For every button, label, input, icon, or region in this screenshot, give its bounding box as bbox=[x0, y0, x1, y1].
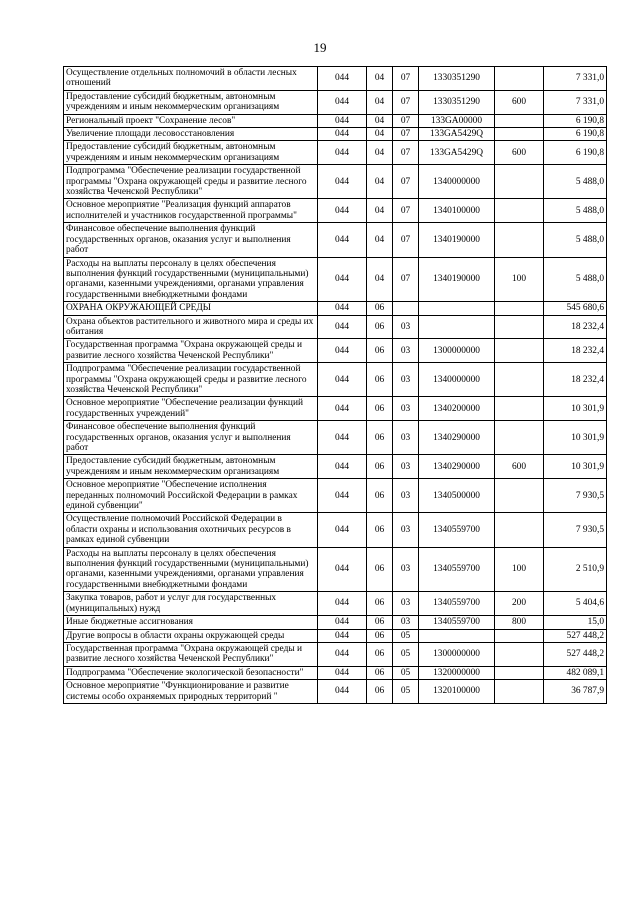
row-expense-type bbox=[495, 165, 544, 199]
row-subsection-code: 03 bbox=[393, 479, 419, 513]
row-section-code: 04 bbox=[367, 128, 393, 141]
row-subsection-code: 07 bbox=[393, 128, 419, 141]
row-section-code: 06 bbox=[367, 339, 393, 363]
table-row bbox=[64, 90, 607, 114]
row-target-article: 1340559700 bbox=[419, 547, 495, 592]
row-section-code: 04 bbox=[367, 114, 393, 127]
row-amount: 10 301,9 bbox=[544, 397, 607, 421]
row-expense-type bbox=[495, 67, 544, 91]
row-amount: 545 680,6 bbox=[544, 302, 607, 315]
row-admin-code: 044 bbox=[318, 455, 367, 479]
row-admin-code: 044 bbox=[318, 513, 367, 547]
row-target-article: 1330351290 bbox=[419, 67, 495, 91]
row-subsection-code bbox=[393, 302, 419, 315]
row-admin-code: 044 bbox=[318, 90, 367, 114]
row-admin-code: 044 bbox=[318, 680, 367, 704]
row-name: Предоставление субсидий бюджетным, автономным учреждениям и иным некоммерческим организациям bbox=[64, 90, 318, 114]
row-amount: 5 404,6 bbox=[544, 592, 607, 616]
row-admin-code: 044 bbox=[318, 616, 367, 629]
table-row bbox=[64, 547, 607, 592]
row-admin-code: 044 bbox=[318, 141, 367, 165]
row-target-article: 1340190000 bbox=[419, 223, 495, 257]
table-row bbox=[64, 680, 607, 704]
row-subsection-code: 03 bbox=[393, 315, 419, 339]
row-expense-type: 600 bbox=[495, 141, 544, 165]
row-admin-code: 044 bbox=[318, 67, 367, 91]
row-expense-type bbox=[495, 128, 544, 141]
row-target-article: 1340559700 bbox=[419, 616, 495, 629]
row-name: Региональный проект "Сохранение лесов" bbox=[64, 114, 318, 127]
row-name: Государственная программа "Охрана окружающей среды и развитие лесного хозяйства Чеченской Республики" bbox=[64, 642, 318, 666]
row-amount: 6 190,8 bbox=[544, 128, 607, 141]
row-subsection-code: 03 bbox=[393, 363, 419, 397]
row-expense-type bbox=[495, 680, 544, 704]
row-subsection-code: 03 bbox=[393, 547, 419, 592]
table-row bbox=[64, 67, 607, 91]
row-section-code: 06 bbox=[367, 629, 393, 642]
row-amount: 7 331,0 bbox=[544, 67, 607, 91]
row-subsection-code: 05 bbox=[393, 666, 419, 679]
table-row bbox=[64, 616, 607, 629]
row-admin-code: 044 bbox=[318, 397, 367, 421]
row-target-article: 133GA5429Q bbox=[419, 128, 495, 141]
row-expense-type bbox=[495, 666, 544, 679]
row-section-code: 04 bbox=[367, 199, 393, 223]
row-expense-type bbox=[495, 223, 544, 257]
row-amount: 6 190,8 bbox=[544, 141, 607, 165]
table-row bbox=[64, 339, 607, 363]
row-expense-type bbox=[495, 363, 544, 397]
row-target-article: 1300000000 bbox=[419, 339, 495, 363]
row-admin-code: 044 bbox=[318, 479, 367, 513]
row-amount: 36 787,9 bbox=[544, 680, 607, 704]
row-amount: 7 930,5 bbox=[544, 513, 607, 547]
row-name: Государственная программа "Охрана окружающей среды и развитие лесного хозяйства Чеченской Республики" bbox=[64, 339, 318, 363]
row-target-article: 1340559700 bbox=[419, 513, 495, 547]
row-name: Расходы на выплаты персоналу в целях обеспечения выполнения функций государственными (муниципальными) органами, казенными учреждениями, органами управления государственными внебюджетными фондами bbox=[64, 257, 318, 302]
row-expense-type bbox=[495, 339, 544, 363]
table-row bbox=[64, 455, 607, 479]
row-name: Осуществление полномочий Российской Федерации в области охраны и использования охотничьих ресурсов в рамках единой субвенции bbox=[64, 513, 318, 547]
row-name: Основное мероприятие "Обеспечение исполнения переданных полномочий Российской Федерации в рамках единой субвенции" bbox=[64, 479, 318, 513]
row-target-article: 1340290000 bbox=[419, 455, 495, 479]
row-target-article: 1320100000 bbox=[419, 680, 495, 704]
row-amount: 18 232,4 bbox=[544, 363, 607, 397]
row-name: Другие вопросы в области охраны окружающей среды bbox=[64, 629, 318, 642]
row-section-code: 06 bbox=[367, 315, 393, 339]
row-section-code: 04 bbox=[367, 67, 393, 91]
row-admin-code: 044 bbox=[318, 642, 367, 666]
row-target-article: 1340290000 bbox=[419, 421, 495, 455]
row-amount: 2 510,9 bbox=[544, 547, 607, 592]
row-expense-type bbox=[495, 302, 544, 315]
table-row bbox=[64, 128, 607, 141]
row-target-article: 1330351290 bbox=[419, 90, 495, 114]
row-subsection-code: 05 bbox=[393, 629, 419, 642]
row-expense-type bbox=[495, 479, 544, 513]
row-target-article: 133GA5429Q bbox=[419, 141, 495, 165]
row-expense-type bbox=[495, 513, 544, 547]
row-admin-code: 044 bbox=[318, 666, 367, 679]
row-name: Основное мероприятие "Функционирование и развитие системы особо охраняемых природных территорий " bbox=[64, 680, 318, 704]
row-section-code: 06 bbox=[367, 421, 393, 455]
row-admin-code: 044 bbox=[318, 257, 367, 302]
row-admin-code: 044 bbox=[318, 629, 367, 642]
row-subsection-code: 07 bbox=[393, 223, 419, 257]
table-row bbox=[64, 165, 607, 199]
row-amount: 527 448,2 bbox=[544, 629, 607, 642]
budget-table bbox=[63, 66, 607, 704]
row-target-article: 133GA00000 bbox=[419, 114, 495, 127]
row-section-code: 06 bbox=[367, 479, 393, 513]
row-amount: 5 488,0 bbox=[544, 257, 607, 302]
table-row bbox=[64, 629, 607, 642]
table-row bbox=[64, 363, 607, 397]
row-amount: 482 089,1 bbox=[544, 666, 607, 679]
row-amount: 527 448,2 bbox=[544, 642, 607, 666]
row-target-article: 1300000000 bbox=[419, 642, 495, 666]
row-target-article: 1340100000 bbox=[419, 199, 495, 223]
row-expense-type: 600 bbox=[495, 90, 544, 114]
row-name: Финансовое обеспечение выполнения функций государственных органов, оказания услуг и выполнения работ bbox=[64, 223, 318, 257]
row-name: Предоставление субсидий бюджетным, автономным учреждениям и иным некоммерческим организациям bbox=[64, 455, 318, 479]
row-target-article: 1320000000 bbox=[419, 666, 495, 679]
row-admin-code: 044 bbox=[318, 339, 367, 363]
row-section-code: 06 bbox=[367, 592, 393, 616]
row-name: Увеличение площади лесовосстановления bbox=[64, 128, 318, 141]
row-admin-code: 044 bbox=[318, 315, 367, 339]
row-admin-code: 044 bbox=[318, 302, 367, 315]
table-row bbox=[64, 479, 607, 513]
row-expense-type: 100 bbox=[495, 547, 544, 592]
row-name: Осуществление отдельных полномочий в области лесных отношений bbox=[64, 67, 318, 91]
row-admin-code: 044 bbox=[318, 421, 367, 455]
row-expense-type: 200 bbox=[495, 592, 544, 616]
row-admin-code: 044 bbox=[318, 199, 367, 223]
row-expense-type bbox=[495, 199, 544, 223]
table-row bbox=[64, 642, 607, 666]
row-subsection-code: 03 bbox=[393, 513, 419, 547]
table-row bbox=[64, 592, 607, 616]
table-row bbox=[64, 513, 607, 547]
row-name: Иные бюджетные ассигнования bbox=[64, 616, 318, 629]
row-name: Закупка товаров, работ и услуг для государственных (муниципальных) нужд bbox=[64, 592, 318, 616]
table-row bbox=[64, 114, 607, 127]
row-name: Расходы на выплаты персоналу в целях обеспечения выполнения функций государственными (муниципальными) органами, казенными учреждениями, органами управления государственными внебюджетными фондами bbox=[64, 547, 318, 592]
row-section-code: 06 bbox=[367, 680, 393, 704]
row-subsection-code: 03 bbox=[393, 339, 419, 363]
row-admin-code: 044 bbox=[318, 128, 367, 141]
row-subsection-code: 07 bbox=[393, 165, 419, 199]
table-row bbox=[64, 257, 607, 302]
row-section-code: 06 bbox=[367, 666, 393, 679]
row-amount: 18 232,4 bbox=[544, 339, 607, 363]
row-target-article: 1340000000 bbox=[419, 363, 495, 397]
row-name: Подпрограмма "Обеспечение экологической безопасности" bbox=[64, 666, 318, 679]
row-name: ОХРАНА ОКРУЖАЮЩЕЙ СРЕДЫ bbox=[64, 302, 318, 315]
row-section-code: 06 bbox=[367, 455, 393, 479]
row-subsection-code: 05 bbox=[393, 642, 419, 666]
row-name: Предоставление субсидий бюджетным, автономным учреждениям и иным некоммерческим организациям bbox=[64, 141, 318, 165]
row-expense-type bbox=[495, 315, 544, 339]
row-amount: 18 232,4 bbox=[544, 315, 607, 339]
row-name: Охрана объектов растительного и животного мира и среды их обитания bbox=[64, 315, 318, 339]
row-target-article: 1340190000 bbox=[419, 257, 495, 302]
row-name: Подпрограмма "Обеспечение реализации государственной программы "Охрана окружающей среды и развитие лесного хозяйства Чеченской Республики" bbox=[64, 165, 318, 199]
row-target-article: 1340500000 bbox=[419, 479, 495, 513]
row-admin-code: 044 bbox=[318, 114, 367, 127]
row-amount: 15,0 bbox=[544, 616, 607, 629]
row-target-article bbox=[419, 302, 495, 315]
row-name: Основное мероприятие "Реализация функций аппаратов исполнителей и участников государственной программы" bbox=[64, 199, 318, 223]
row-expense-type bbox=[495, 421, 544, 455]
row-subsection-code: 07 bbox=[393, 90, 419, 114]
row-section-code: 06 bbox=[367, 363, 393, 397]
row-admin-code: 044 bbox=[318, 592, 367, 616]
row-name: Подпрограмма "Обеспечение реализации государственной программы "Охрана окружающей среды и развитие лесного хозяйства Чеченской Республики" bbox=[64, 363, 318, 397]
table-row bbox=[64, 199, 607, 223]
row-subsection-code: 05 bbox=[393, 680, 419, 704]
row-section-code: 04 bbox=[367, 165, 393, 199]
row-target-article: 1340000000 bbox=[419, 165, 495, 199]
row-admin-code: 044 bbox=[318, 363, 367, 397]
row-section-code: 04 bbox=[367, 223, 393, 257]
row-target-article bbox=[419, 629, 495, 642]
row-admin-code: 044 bbox=[318, 223, 367, 257]
table-row bbox=[64, 223, 607, 257]
row-section-code: 06 bbox=[367, 616, 393, 629]
row-section-code: 06 bbox=[367, 397, 393, 421]
row-subsection-code: 07 bbox=[393, 67, 419, 91]
row-amount: 5 488,0 bbox=[544, 165, 607, 199]
row-section-code: 04 bbox=[367, 141, 393, 165]
row-target-article bbox=[419, 315, 495, 339]
row-expense-type bbox=[495, 397, 544, 421]
row-admin-code: 044 bbox=[318, 547, 367, 592]
row-amount: 5 488,0 bbox=[544, 199, 607, 223]
row-expense-type bbox=[495, 629, 544, 642]
row-expense-type bbox=[495, 114, 544, 127]
row-admin-code: 044 bbox=[318, 165, 367, 199]
row-amount: 10 301,9 bbox=[544, 421, 607, 455]
row-target-article: 1340559700 bbox=[419, 592, 495, 616]
table-row bbox=[64, 397, 607, 421]
page-number: 19 bbox=[313, 40, 327, 55]
table-row bbox=[64, 666, 607, 679]
table-row bbox=[64, 302, 607, 315]
row-subsection-code: 03 bbox=[393, 421, 419, 455]
row-expense-type: 600 bbox=[495, 455, 544, 479]
row-amount: 5 488,0 bbox=[544, 223, 607, 257]
row-expense-type: 800 bbox=[495, 616, 544, 629]
row-subsection-code: 07 bbox=[393, 114, 419, 127]
row-expense-type bbox=[495, 642, 544, 666]
row-name: Основное мероприятие "Обеспечение реализации функций государственных учреждений" bbox=[64, 397, 318, 421]
table-row bbox=[64, 315, 607, 339]
row-subsection-code: 07 bbox=[393, 141, 419, 165]
row-subsection-code: 03 bbox=[393, 616, 419, 629]
table-row bbox=[64, 141, 607, 165]
row-amount: 6 190,8 bbox=[544, 114, 607, 127]
row-section-code: 06 bbox=[367, 302, 393, 315]
row-subsection-code: 03 bbox=[393, 455, 419, 479]
row-expense-type: 100 bbox=[495, 257, 544, 302]
row-name: Финансовое обеспечение выполнения функций государственных органов, оказания услуг и выполнения работ bbox=[64, 421, 318, 455]
table-row bbox=[64, 421, 607, 455]
row-subsection-code: 07 bbox=[393, 199, 419, 223]
row-subsection-code: 03 bbox=[393, 592, 419, 616]
row-amount: 7 331,0 bbox=[544, 90, 607, 114]
row-target-article: 1340200000 bbox=[419, 397, 495, 421]
row-section-code: 06 bbox=[367, 642, 393, 666]
row-section-code: 06 bbox=[367, 547, 393, 592]
row-section-code: 06 bbox=[367, 513, 393, 547]
row-subsection-code: 07 bbox=[393, 257, 419, 302]
row-amount: 7 930,5 bbox=[544, 479, 607, 513]
row-section-code: 04 bbox=[367, 257, 393, 302]
row-subsection-code: 03 bbox=[393, 397, 419, 421]
row-amount: 10 301,9 bbox=[544, 455, 607, 479]
row-section-code: 04 bbox=[367, 90, 393, 114]
